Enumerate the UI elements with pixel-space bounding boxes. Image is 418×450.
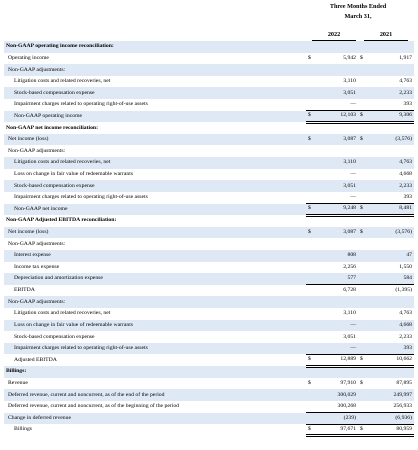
value-2021 (368, 64, 414, 76)
currency-2021 (358, 413, 368, 425)
currency-2022 (306, 343, 316, 355)
currency-2022 (306, 145, 316, 157)
value-2021 (368, 366, 414, 378)
value-2022: 5,942 (343, 54, 356, 61)
value-2021 (368, 238, 414, 250)
row-label: Non-GAAP adjustments: (4, 64, 306, 76)
row-label: Revenue (8, 379, 28, 386)
value-2022: 300,268 (337, 402, 356, 409)
currency-2021 (358, 64, 368, 76)
table-row (4, 87, 414, 99)
table-row (4, 64, 414, 76)
currency-2022 (306, 64, 316, 76)
value-2021: 47 (368, 250, 414, 262)
value-2022 (316, 296, 358, 308)
value-2022: — (316, 320, 358, 332)
row-label: Non-GAAP adjustments: (4, 296, 306, 308)
table-row (4, 343, 414, 355)
value-2021 (368, 215, 414, 227)
row-label: Adjusted EBITDA (14, 356, 57, 363)
table-row (4, 111, 414, 123)
value-2022 (316, 215, 358, 227)
value-2021: 393 (368, 343, 414, 355)
table-row (4, 320, 414, 332)
value-2022: 97,910 (340, 379, 356, 386)
value-2022 (316, 366, 358, 378)
value-2022: 2,256 (343, 263, 356, 270)
value-2021 (368, 145, 414, 157)
currency-2022 (306, 41, 316, 53)
value-2022 (316, 41, 358, 53)
value-2021: 4,763 (399, 78, 412, 85)
currency-2022 (306, 366, 316, 378)
currency-2021: $ (358, 227, 368, 239)
currency-2022 (306, 285, 316, 297)
currency-2021 (358, 366, 368, 378)
currency-2021 (358, 180, 368, 192)
row-label: Interest expense (4, 250, 306, 262)
table-row (4, 378, 414, 390)
row-label: Deferred revenue, current and noncurrent, as of the end of the period (4, 389, 306, 401)
table-row (4, 389, 414, 401)
row-label: Income tax expense (14, 263, 60, 270)
table-row (4, 424, 414, 436)
value-2022: 3,110 (343, 310, 356, 317)
value-2022: 808 (316, 250, 358, 262)
currency-2021: $ (358, 111, 368, 123)
table-row (4, 76, 414, 88)
value-2021: 8,481 (368, 204, 414, 216)
row-label: Net income (loss) (4, 134, 306, 146)
currency-2022 (306, 331, 316, 343)
row-label: Loss on change in fair value of redeemable warrants (14, 171, 134, 177)
value-2021: 4,668 (368, 320, 414, 332)
value-2021: 4,763 (368, 157, 414, 169)
currency-2022 (306, 99, 316, 111)
value-2021: 80,959 (368, 424, 414, 436)
currency-2022 (306, 320, 316, 332)
currency-2022 (306, 180, 316, 192)
currency-2022: $ (306, 424, 316, 436)
row-label: Non-GAAP net income reconciliation: (6, 124, 98, 131)
table-row (4, 250, 414, 262)
currency-2021: $ (358, 424, 368, 436)
value-2021: (1,395) (368, 285, 414, 297)
currency-2021 (358, 320, 368, 332)
row-label: Billings: (4, 366, 306, 378)
value-2022: 3,087 (316, 227, 358, 239)
value-2021: 393 (403, 193, 412, 200)
currency-2022 (306, 215, 316, 227)
currency-2021 (358, 331, 368, 343)
currency-2021 (358, 145, 368, 157)
currency-2022 (306, 238, 316, 250)
table-row (4, 413, 414, 425)
table-row (4, 192, 414, 204)
value-2022: — (316, 343, 358, 355)
value-2022: 12,103 (316, 111, 358, 123)
value-2022: 3,087 (316, 134, 358, 146)
value-2022: (239) (316, 413, 358, 425)
row-label: Stock-based compensation expense (14, 333, 95, 340)
currency-2022 (306, 401, 316, 413)
year-header (306, 30, 414, 41)
row-label: Stock-based compensation expense (4, 87, 306, 99)
value-2022: 12,889 (316, 354, 358, 366)
row-label: Non-GAAP adjustments: (8, 240, 66, 247)
currency-2021 (358, 401, 368, 413)
value-2021: 4,668 (399, 171, 412, 177)
value-2022 (316, 238, 358, 250)
value-2021: 249,997 (368, 389, 414, 401)
table-row (4, 401, 414, 413)
value-2021: 1,917 (399, 54, 412, 61)
currency-2021 (358, 308, 368, 320)
value-2022: 3,051 (316, 180, 358, 192)
value-2022 (316, 64, 358, 76)
row-label: Litigation costs and related recoveries, net (4, 157, 306, 169)
row-label: Change in deferred revenue (4, 413, 306, 425)
value-2021: 4,763 (399, 310, 412, 317)
row-label: Non-GAAP adjustments: (8, 147, 66, 154)
currency-2021: $ (358, 204, 368, 216)
row-label: Non-GAAP net income (4, 204, 306, 216)
value-2022: 9,248 (316, 204, 358, 216)
currency-2021: $ (360, 54, 363, 61)
currency-2021 (358, 169, 368, 181)
row-label: Non-GAAP operating income (4, 111, 306, 123)
currency-2021 (358, 122, 368, 134)
table-row (4, 157, 414, 169)
currency-2022: $ (306, 134, 316, 146)
row-label: Impairment charges related to operating right-of-use assets (14, 194, 148, 201)
value-2021: 87,895 (396, 379, 412, 386)
currency-2022: $ (308, 54, 311, 61)
row-label: Non-GAAP Adjusted EBITDA reconciliation: (6, 217, 117, 224)
currency-2021 (358, 157, 368, 169)
table-row (4, 308, 414, 320)
row-label: Impairment charges related to operating right-of-use assets (4, 343, 306, 355)
currency-2021: $ (358, 134, 368, 146)
currency-2022: $ (306, 354, 316, 366)
year-header-2022: 2022 (312, 30, 356, 41)
value-2022: 97,671 (316, 424, 358, 436)
currency-2022 (306, 169, 316, 181)
value-2021: 1,550 (399, 263, 412, 270)
value-2021: 9,306 (368, 111, 414, 123)
currency-2022 (306, 389, 316, 401)
value-2021: 2,233 (368, 180, 414, 192)
currency-2021 (358, 296, 368, 308)
currency-2022 (306, 308, 316, 320)
currency-2021 (358, 273, 368, 285)
currency-2021 (358, 41, 368, 53)
value-2022: — (350, 171, 356, 177)
row-label: Operating income (8, 54, 49, 61)
currency-2022 (306, 76, 316, 88)
row-label: Non-GAAP operating income reconciliation: (4, 41, 306, 53)
value-2021: (3,576) (368, 134, 414, 146)
row-label: EBITDA (14, 287, 35, 294)
value-2022 (316, 145, 358, 157)
currency-2021 (358, 343, 368, 355)
table-row (4, 238, 414, 250)
value-2021: (6,936) (368, 413, 414, 425)
value-2022: 3,110 (316, 157, 358, 169)
reconciliation-table (4, 41, 414, 437)
row-label: Deferred revenue, current and noncurrent, as of the beginning of the period (8, 403, 180, 410)
period-header (306, 2, 410, 22)
table-row (4, 180, 414, 192)
currency-2022 (306, 413, 316, 425)
currency-2022: $ (306, 111, 316, 123)
currency-2022: $ (306, 204, 316, 216)
currency-2021 (358, 215, 368, 227)
currency-2022 (306, 262, 316, 274)
table-row (4, 99, 414, 111)
table-row (4, 354, 414, 366)
value-2021 (368, 296, 414, 308)
value-2022: 577 (316, 273, 358, 285)
value-2022: 3,110 (343, 78, 356, 85)
table-row (4, 273, 414, 285)
value-2022 (316, 122, 358, 134)
currency-2021 (358, 285, 368, 297)
table-row (4, 53, 414, 65)
table-row (4, 285, 414, 297)
section-header-row (4, 215, 414, 227)
currency-2022 (306, 273, 316, 285)
currency-2022: $ (306, 227, 316, 239)
currency-2022: $ (308, 379, 311, 386)
currency-2022 (306, 122, 316, 134)
currency-2021 (358, 192, 368, 204)
value-2022: — (350, 193, 356, 200)
period-header-line1: Three Months Ended (329, 3, 387, 10)
section-header-row (4, 41, 414, 53)
value-2022: 3,051 (316, 87, 358, 99)
value-2021: 584 (368, 273, 414, 285)
table-row (4, 145, 414, 157)
currency-2021 (358, 250, 368, 262)
value-2021: 393 (403, 101, 412, 108)
year-header-2021: 2021 (364, 30, 408, 41)
reconciliation-table-body (4, 41, 414, 436)
table-row (4, 296, 414, 308)
currency-2021 (358, 389, 368, 401)
table-row (4, 169, 414, 181)
currency-2022 (306, 192, 316, 204)
currency-2022 (306, 157, 316, 169)
value-2021: 2,233 (399, 333, 412, 340)
row-label: Loss on change in fair value of redeemable warrants (4, 320, 306, 332)
row-label: Stock-based compensation expense (4, 180, 306, 192)
row-label: Litigation costs and related recoveries, net (14, 78, 111, 85)
row-label: Net income (loss) (4, 227, 306, 239)
row-label: Depreciation and amortization expense (4, 273, 306, 285)
table-row (4, 331, 414, 343)
period-header-line2: March 31, (344, 13, 372, 20)
value-2021: 256,933 (393, 402, 412, 409)
section-header-row (4, 122, 414, 134)
currency-2021 (358, 238, 368, 250)
table-row (4, 262, 414, 274)
value-2021: 2,233 (368, 87, 414, 99)
row-label: Impairment charges related to operating right-of-use assets (14, 101, 148, 108)
currency-2021: $ (358, 354, 368, 366)
value-2022: — (350, 101, 356, 108)
currency-2021: $ (360, 379, 363, 386)
table-row (4, 134, 414, 146)
table-row (4, 204, 414, 216)
section-header-row (4, 366, 414, 378)
value-2022: 3,051 (343, 333, 356, 340)
currency-2021 (358, 99, 368, 111)
row-label: Billings (14, 426, 33, 433)
row-label: Litigation costs and related recoveries, net (14, 310, 111, 317)
currency-2022 (306, 87, 316, 99)
currency-2021 (358, 87, 368, 99)
currency-2022 (306, 250, 316, 262)
value-2021: 10,662 (368, 354, 414, 366)
currency-2022 (306, 296, 316, 308)
value-2021 (368, 122, 414, 134)
value-2022: 6,728 (316, 285, 358, 297)
value-2022: 300,029 (316, 389, 358, 401)
currency-2021 (358, 76, 368, 88)
value-2021 (368, 41, 414, 53)
table-row (4, 227, 414, 239)
value-2021: (3,576) (368, 227, 414, 239)
currency-2021 (358, 262, 368, 274)
